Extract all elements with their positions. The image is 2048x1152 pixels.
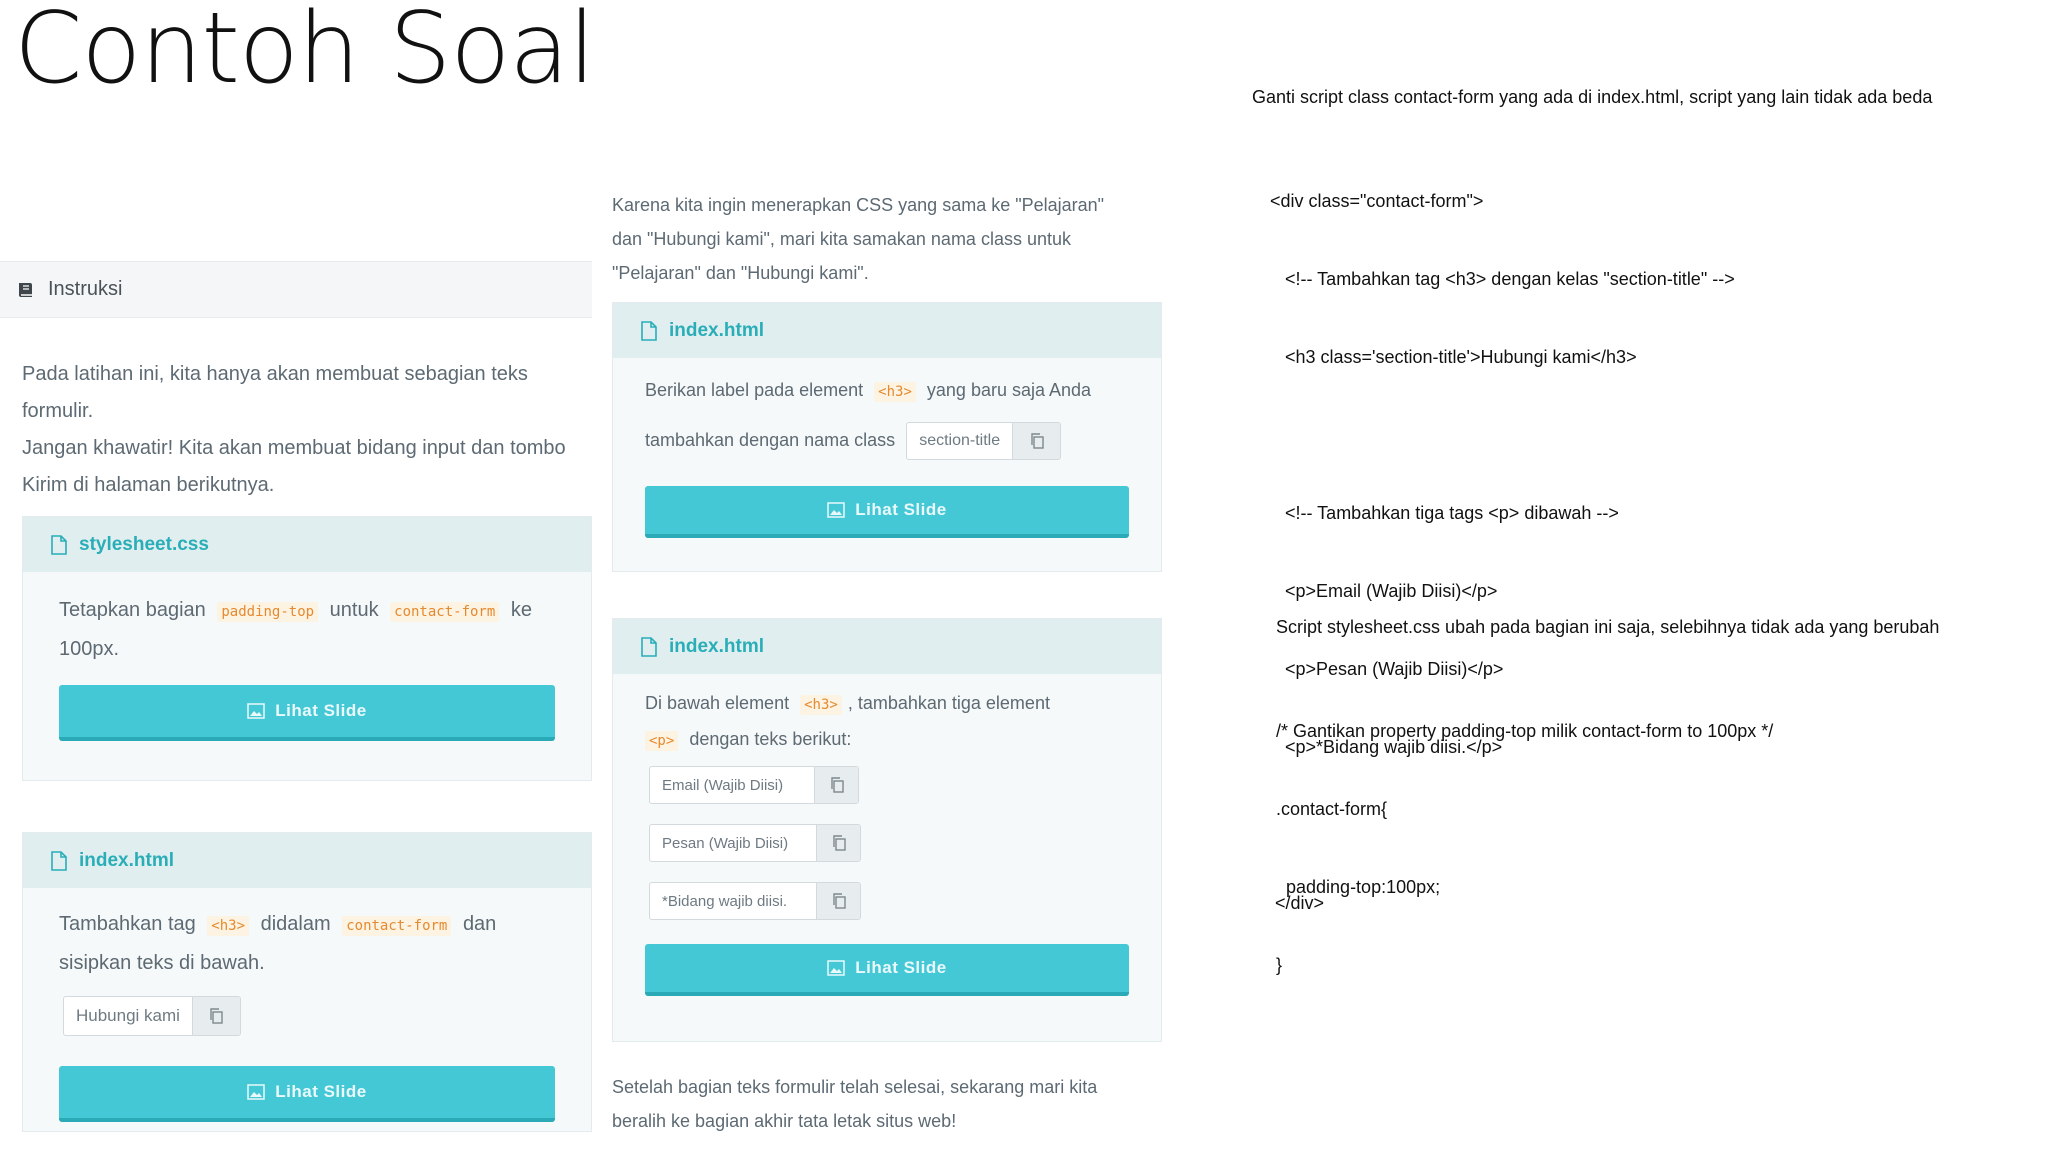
intro-line: dan "Hubungi kami", mari kita samakan nama class untuk [612,229,1071,249]
copy-field[interactable] [649,824,861,862]
button-label: Lihat Slide [855,500,947,519]
text: Di bawah element [645,693,790,713]
image-icon [247,1084,265,1100]
text: , tambahkan tiga element [847,693,1050,713]
code-snippet: <h3> [207,916,249,936]
file-icon [641,637,657,657]
intro-line: Karena kita ingin menerapkan CSS yang sama ke "Pelajaran" [612,195,1105,215]
copy-value: Pesan (Wajib Diisi) [662,834,789,852]
css-code-block [1276,666,1773,1004]
code-line: </div> [1270,893,1325,913]
text: untuk [329,599,379,621]
card-header [23,517,591,572]
copy-field[interactable] [906,422,1061,460]
text: dan [462,913,497,935]
slide-title: Contoh Soal [14,0,595,106]
code-line: /* Gantikan property padding-top milik contact-form to 100px */ [1276,721,1774,741]
code-line: <!-- Tambahkan tag <h3> dengan kelas "section-title" --> [1270,269,1735,289]
text: Tetapkan bagian [59,599,206,621]
view-slide-button[interactable] [645,944,1129,996]
image-icon [827,960,845,976]
card-instruction [645,366,1129,464]
intro-line: Kirim di halaman berikutnya. [22,474,275,496]
copy-button[interactable] [816,825,860,861]
card-instruction [59,592,555,668]
copy-button[interactable] [814,767,858,803]
button-label: Lihat Slide [275,1082,367,1101]
intro-line: formulir. [22,400,94,422]
code-line: <p>Email (Wajib Diisi)</p> [1270,581,1498,601]
copy-button[interactable] [816,883,860,919]
card-instruction [59,906,555,982]
file-name: index.html [669,319,765,341]
middle-outro-text [612,1070,1097,1138]
outro-line: beralih ke bagian akhir tata letak situs web! [612,1111,957,1131]
image-icon [247,703,265,719]
text: tambahkan dengan nama class [645,430,896,450]
html-note: Ganti script class contact-form yang ada di index.html, script yang lain tidak ada beda [1252,87,1933,107]
code-snippet: <h3> [800,695,842,715]
index-html-card-paragraphs [612,618,1162,1042]
code-line: } [1276,955,1283,975]
code-line: .contact-form{ [1276,799,1388,819]
left-intro-text [22,356,597,504]
copy-button[interactable] [192,997,240,1035]
code-snippet: padding-top [217,602,318,622]
copy-button[interactable] [1012,423,1060,459]
code-snippet: contact-form [342,916,451,936]
file-icon [51,535,67,555]
intro-line: "Pelajaran" dan "Hubungi kami". [612,263,869,283]
code-snippet: <p> [645,731,678,751]
stylesheet-card [22,516,592,781]
copy-value: section-title [919,432,1001,450]
instructions-label: Instruksi [48,278,123,300]
image-icon [827,502,845,518]
copy-field[interactable] [649,766,859,804]
copy-value: Hubungi kami [76,1006,180,1025]
text: Tambahkan tag [59,913,196,935]
button-label: Lihat Slide [275,701,367,720]
code-line: <p>*Bidang wajib diisi.</p> [1270,737,1503,757]
card-instruction [645,686,1129,758]
copy-field[interactable] [649,882,861,920]
copy-icon [209,1008,223,1024]
code-snippet: contact-form [390,602,499,622]
view-slide-button[interactable] [645,486,1129,538]
view-slide-button[interactable] [59,1066,555,1122]
code-snippet: <h3> [874,382,916,402]
book-icon [16,280,36,300]
copy-icon [832,893,846,909]
card-header [613,619,1161,674]
copy-value: Email (Wajib Diisi) [662,776,784,794]
card-header [613,303,1161,358]
copy-icon [832,835,846,851]
code-line: <h3 class='section-title'>Hubungi kami</h3> [1270,347,1637,367]
outro-line: Setelah bagian teks formulir telah selesai, sekarang mari kita [612,1077,1098,1097]
text: didalam [260,913,331,935]
copy-field-list [649,766,1129,920]
code-line: <div class="contact-form"> [1270,191,1484,211]
text: dengan teks berikut: [689,729,852,749]
view-slide-button[interactable] [59,685,555,741]
intro-line: Jangan khawatir! Kita akan membuat bidang input dan tombo [22,437,566,459]
text: sisipkan teks di bawah. [59,952,265,974]
index-html-card-section-title [612,302,1162,572]
instructions-header [0,261,592,318]
copy-value: *Bidang wajib diisi. [662,892,788,910]
copy-icon [830,777,844,793]
css-note: Script stylesheet.css ubah pada bagian ini saja, selebihnya tidak ada yang berubah [1276,617,1940,637]
intro-line: Pada latihan ini, kita hanya akan membuat sebagian teks [22,363,528,385]
code-line: <!-- Tambahkan tiga tags <p> dibawah --> [1270,503,1619,523]
file-name: index.html [669,635,765,657]
text: 100px. [59,638,120,660]
code-line [1270,422,1735,448]
button-label: Lihat Slide [855,958,947,977]
copy-icon [1030,433,1044,449]
text: Berikan label pada element [645,380,864,400]
index-html-card-left [22,832,592,1132]
file-icon [641,321,657,341]
copy-field[interactable] [63,996,241,1036]
card-header [23,833,591,888]
code-line: <p>Pesan (Wajib Diisi)</p> [1270,659,1504,679]
text: yang baru saja Anda [926,380,1092,400]
file-icon [51,851,67,871]
middle-intro-text [612,188,1104,290]
file-name: stylesheet.css [79,533,209,555]
code-line: padding-top:100px; [1276,877,1441,897]
text: ke [510,599,532,621]
file-name: index.html [79,849,175,871]
